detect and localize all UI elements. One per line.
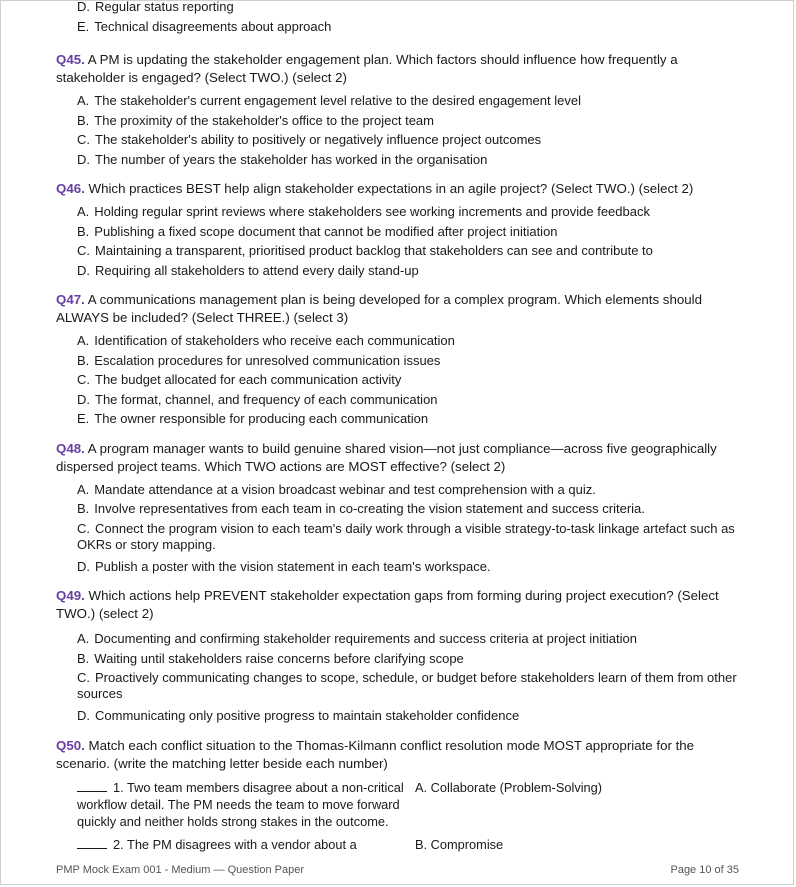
option-d: D. The number of years the stakeholder has worked in the organisation (77, 151, 488, 167)
option-d: D. Regular status reporting (77, 0, 234, 14)
option-a: A. Documenting and confirming stakeholder requirements and success criteria at project initiation (77, 631, 637, 646)
match-mode: B. Compromise (415, 836, 504, 852)
question-50 (56, 737, 746, 853)
option-c: C. The stakeholder's ability to positively or negatively influence project outcomes (77, 132, 542, 147)
question-45 (56, 51, 746, 169)
option-c: C. Maintaining a transparent, prioritised product backlog that stakeholders can see and contribute to (77, 243, 653, 258)
option-b: B. Waiting until stakeholders raise concerns before clarifying scope (77, 650, 464, 666)
option-b: B. The proximity of the stakeholder's office to the project team (77, 112, 434, 128)
question-text: Q46. Which practices BEST help align stakeholder expectations in an agile project? (Select TWO.) (select 2) (56, 181, 694, 196)
option-c: C. Proactively communicating changes to scope, schedule, or budget before stakeholders learn of them from other sources (77, 670, 737, 701)
page-number: Page 10 of 35 (670, 864, 739, 876)
question-48 (56, 440, 746, 577)
previous-question-options (56, 0, 746, 36)
question-text: Q49. Which actions help PREVENT stakeholder expectation gaps from forming during project execution? (Select TWO.) (select 2) (56, 588, 719, 621)
option-d: D. Publish a poster with the vision statement in each team's workspace. (77, 558, 491, 574)
option-d: D. Communicating only positive progress to maintain stakeholder confidence (77, 708, 520, 723)
option-e: E. The owner responsible for producing each communication (77, 411, 429, 426)
answer-blank[interactable] (77, 848, 107, 849)
option-a: A. Identification of stakeholders who receive each communication (77, 333, 455, 348)
option-c: C. The budget allocated for each communication activity (77, 372, 402, 387)
question-text: Q48. A program manager wants to build genuine shared vision—not just compliance—across five geographically dispersed project teams. Which TWO actions are MOST effective? (select 2) (56, 440, 717, 474)
option-a: A. Holding regular sprint reviews where stakeholders see working increments and provide feedback (77, 204, 650, 219)
footer-title: PMP Mock Exam 001 - Medium — Question Paper (56, 864, 305, 876)
option-b: B. Publishing a fixed scope document that cannot be modified after project initiation (77, 223, 558, 239)
option-b: B. Escalation procedures for unresolved communication issues (77, 352, 441, 368)
question-paper-content (56, 1, 746, 853)
question-text: Q47. A communications management plan is being developed for a complex program. Which elements should ALWAYS be included? (Select THREE.) (select 3) (56, 292, 702, 325)
question-text: Q45. A PM is updating the stakeholder engagement plan. Which factors should influence how frequently a stakeholder is engaged? (Select TWO.) (select 2) (56, 52, 678, 85)
option-a: A. Mandate attendance at a vision broadcast webinar and test comprehension with a quiz. (77, 481, 596, 497)
option-b: B. Involve representatives from each team in co-creating the vision statement and success criteria. (77, 501, 645, 516)
question-text: Q50. Match each conflict situation to the Thomas-Kilmann conflict resolution mode MOST appropriate for the scenario. (write the matching letter beside each number) (56, 737, 695, 771)
question-49 (56, 587, 746, 726)
option-c: C. Connect the program vision to each team's daily work through a visible strategy-to-task linkage artefact such as OKRs or story mapping. (77, 520, 735, 552)
question-47 (56, 291, 746, 429)
option-e: E. Technical disagreements about approach (77, 18, 332, 34)
option-d: D. Requiring all stakeholders to attend every daily stand-up (77, 262, 419, 278)
option-a: A. The stakeholder's current engagement level relative to the desired engagement level (77, 93, 581, 108)
match-mode: A. Collaborate (Problem-Solving) (415, 779, 603, 795)
match-situation: 2. The PM disagrees with a vendor about a (77, 836, 407, 853)
answer-blank[interactable] (77, 791, 107, 792)
match-row-1 (56, 779, 746, 830)
match-row-2 (56, 836, 746, 853)
question-46 (56, 180, 746, 280)
option-d: D. The format, channel, and frequency of each communication (77, 391, 438, 407)
match-situation: 1. Two team members disagree about a non-critical workflow detail. The PM needs the team to move forward quickly and neither holds strong stakes in the outcome. (77, 779, 404, 829)
